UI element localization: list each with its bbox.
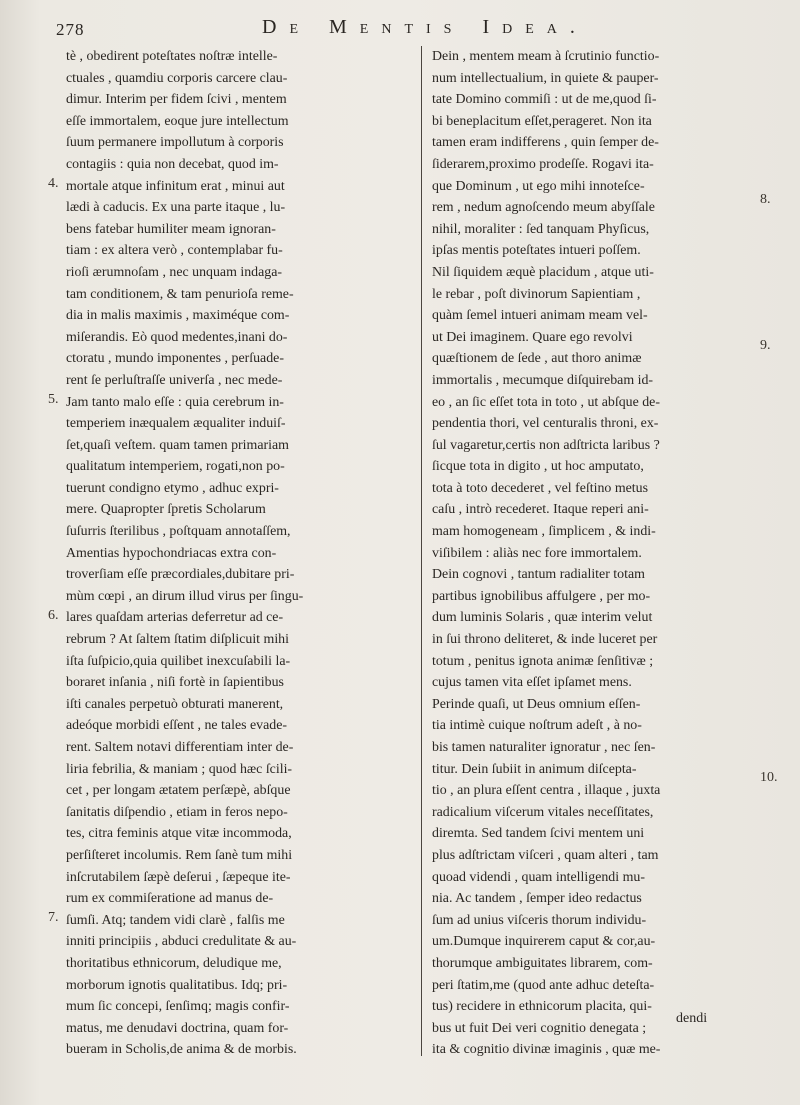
text-line: inſcrutabilem ſæpè deſerui , ſæpeque ite- bbox=[66, 869, 291, 885]
text-line: ipſas mentis poteſtates intueri poſſem. bbox=[432, 243, 641, 259]
text-line: matus, me denudavi doctrina, quam for- bbox=[66, 1020, 289, 1036]
text-line: que Dominum , ut ego mihi innoteſce- bbox=[432, 178, 645, 194]
text-line: tam conditionem, & tam penurioſa reme- bbox=[66, 286, 294, 302]
text-line: tio , an plura eſſent centra , illaque , juxta bbox=[432, 783, 661, 799]
text-line: nia. Ac tandem , ſemper ideo redactus bbox=[432, 891, 642, 907]
left-text-column bbox=[66, 46, 412, 1061]
text-line: qualitatum intemperiem, rogati,non po- bbox=[66, 459, 285, 475]
text-line: tamen eram indifferens , quin ſemper de- bbox=[432, 135, 659, 151]
text-line: perſiſteret incolumis. Rem ſanè tum mihi bbox=[66, 847, 293, 863]
text-line: adeóque morbidi eſſent , ne tales evade- bbox=[66, 718, 288, 734]
text-line: tia intimè cuique noſtrum adeſt , à no- bbox=[432, 718, 642, 734]
text-line: mum ſic concepi, ſenſimq; magis confir- bbox=[66, 999, 290, 1015]
text-line: bus ut fuit Dei veri cognitio denegata ; bbox=[432, 1020, 647, 1036]
text-line: bis tamen naturaliter ignoratur , nec ſen- bbox=[432, 740, 656, 755]
text-line: Dein , mentem meam à ſcrutinio functio- bbox=[432, 49, 660, 64]
text-line: ſumſi. Atq; tandem vidi clarè , falſis me bbox=[66, 912, 285, 928]
text-line: radicalium viſcerum vitales neceſſitates, bbox=[432, 804, 654, 820]
text-line: eſſe immortalem, eoque jure intellectum bbox=[66, 113, 289, 129]
text-line: tate Domino commiſi : ut de me,quod ſi- bbox=[432, 92, 657, 108]
text-line: thoritatibus ethnicorum, deludique me, bbox=[66, 955, 282, 971]
text-line: partibus ignobilibus affulgere , per mo- bbox=[432, 588, 651, 604]
text-line: dimur. Interim per fidem ſcivi , mentem bbox=[66, 92, 287, 108]
text-line: ſicque tota in digito , ut hoc amputato, bbox=[432, 459, 644, 475]
margin-number: 5. bbox=[48, 392, 59, 407]
text-line: cet , per longam ætatem perſæpè, abſque bbox=[66, 783, 291, 799]
text-line: thorumque ambiguitates librarem, com- bbox=[432, 955, 653, 971]
text-line: iſta ſuſpicio,quia quilibet inexcuſabili la- bbox=[66, 653, 291, 669]
text-line: rent ſe perluſtraſſe univerſa , nec mede- bbox=[66, 372, 283, 388]
text-line: mortale atque infinitum erat , minui aut bbox=[66, 178, 285, 194]
text-line: ctuales , quamdiu corporis carcere clau- bbox=[66, 70, 288, 86]
text-line: ſum ad unius viſceris thorum individu- bbox=[432, 912, 647, 928]
margin-number: 4. bbox=[48, 176, 59, 191]
text-line: morborum ignotis qualitatibus. Idq; pri- bbox=[66, 977, 288, 993]
text-line: diremta. Sed tandem ſcivi mentem uni bbox=[432, 826, 645, 842]
text-line: mùm cœpi , an dirum illud virus per ſingu- bbox=[66, 588, 304, 604]
page-header bbox=[0, 14, 800, 44]
text-line: in ſui throno deliteret, & inde luceret per bbox=[432, 632, 658, 648]
text-line: tuerunt condigno etymo , adhuc expri- bbox=[66, 480, 279, 496]
text-line: iſti canales perpetuò obturati manerent, bbox=[66, 696, 284, 712]
text-line: ut Dei imaginem. Quare ego revolvi bbox=[432, 329, 633, 345]
text-line: bueram in Scholis,de anima & de morbis. bbox=[66, 1042, 297, 1058]
text-line: um.Dumque inquirerem caput & cor,au- bbox=[432, 934, 656, 950]
text-line: ſet,quaſi veſtem. quam tamen primariam bbox=[66, 437, 289, 453]
text-line: Dein cognovi , tantum radialiter totam bbox=[432, 567, 645, 583]
margin-number: 6. bbox=[48, 608, 59, 623]
text-line: ſiderarem,proximo prodeſſe. Rogavi ita- bbox=[432, 156, 654, 172]
text-line: quæſtionem de ſede , aut thoro animæ bbox=[432, 351, 642, 367]
catchword: dendi bbox=[676, 1011, 708, 1026]
text-line: dia in malis maximis , maximéque com- bbox=[66, 308, 290, 324]
text-line: num intellectualium, in quiete & pauper- bbox=[432, 70, 659, 86]
text-line: eo , an ſic eſſet tota in toto , ut abſque de- bbox=[432, 394, 660, 410]
text-line: tes, citra feminis atque vitæ incommoda, bbox=[66, 826, 292, 842]
margin-number: 8. bbox=[760, 192, 771, 207]
text-line: tiam : ex altera verò , contemplabar fu- bbox=[66, 243, 283, 259]
text-line: cujus tamen vita eſſet ipſamet mens. bbox=[432, 675, 632, 691]
text-line: le rebar , poſt divinorum Sapientiam , bbox=[432, 286, 641, 302]
text-line: troverſiam eſſe præcordiales,dubitare pri- bbox=[66, 567, 295, 583]
text-line: ita & cognitio divinæ imaginis , quæ me- bbox=[432, 1042, 661, 1058]
text-line: tè , obedirent poteſtates noſtræ intelle- bbox=[66, 49, 278, 64]
text-line: ſuum permanere impollutum à corporis bbox=[66, 135, 284, 151]
text-line: Amentias hypochondriacas extra con- bbox=[66, 545, 277, 561]
text-line: lares quaſdam arterias deferretur ad ce- bbox=[66, 610, 284, 626]
text-line: bi beneplacitum eſſet,perageret. Non ita bbox=[432, 113, 652, 129]
text-line: immortalis , mecumque diſquirebam id- bbox=[432, 372, 654, 388]
text-line: Nil ſiquidem æquè placidum , atque uti- bbox=[432, 264, 654, 280]
margin-number: 9. bbox=[760, 338, 771, 353]
text-line: mam homogeneam , ſimplicem , & indi- bbox=[432, 524, 656, 540]
text-line: ctoratu , mundo imponentes , perſuade- bbox=[66, 351, 284, 367]
text-line: mere. Quapropter ſpretis Scholarum bbox=[66, 502, 266, 518]
column-divider bbox=[421, 46, 422, 1056]
text-line: bens fatebar humiliter meam ignoran- bbox=[66, 221, 276, 237]
text-line: temperiem inæqualem æqualiter induiſ- bbox=[66, 416, 286, 432]
page-number: 278 bbox=[56, 20, 85, 39]
margin-number: 10. bbox=[760, 770, 778, 785]
text-line: ſul vagaretur,certis non adſtricta laribus ? bbox=[432, 437, 660, 453]
text-line: Perinde quaſi, ut Deus omnium eſſen- bbox=[432, 696, 641, 712]
text-line: ſuſurris ſterilibus , poſtquam annotaſſem, bbox=[66, 524, 291, 540]
text-line: dum luminis Solaris , quæ interim velut bbox=[432, 610, 653, 626]
text-line: quàm ſemel intueri animam meam vel- bbox=[432, 308, 648, 324]
text-line: tota à toto decederet , vel feſtino metus bbox=[432, 480, 648, 496]
text-line: contagiis : quia non decebat, quod im- bbox=[66, 156, 279, 172]
text-line: miſerandis. Eò quod medentes,inani do- bbox=[66, 329, 288, 345]
text-line: rioſi ærumnoſam , nec unquam indaga- bbox=[66, 264, 283, 280]
text-line: plus adſtrictam viſceri , quam alteri , tam bbox=[432, 847, 659, 863]
text-line: quoad videndi , quam intelligendi mu- bbox=[432, 869, 645, 885]
text-line: inniti principiis , abduci credulitate & au- bbox=[66, 934, 297, 950]
text-line: ſanitatis diſpendio , etiam in feros nepo- bbox=[66, 804, 288, 820]
text-line: peri ſtatim,me (quod ante adhuc deteſta- bbox=[432, 977, 655, 993]
text-line: rebrum ? At ſaltem ſtatim diſplicuit mihi bbox=[66, 632, 289, 648]
text-line: boraret inſania , niſi fortè in ſapientibus bbox=[66, 675, 284, 691]
text-line: Jam tanto malo eſſe : quia cerebrum in- bbox=[66, 394, 284, 410]
text-line: caſu , intrò recederet. Itaque reperi ani- bbox=[432, 502, 649, 518]
right-text-column bbox=[432, 46, 750, 1061]
text-line: tus) recidere in ethnicorum placita, qui- bbox=[432, 999, 652, 1015]
text-line: pendentia thori, vel centuralis throni, ex- bbox=[432, 416, 659, 432]
text-line: rum ex commiſeratione ad manus de- bbox=[66, 891, 274, 907]
text-line: liria febrilia, & maniam ; quod hæc ſcili- bbox=[66, 761, 293, 777]
text-line: viſibilem : aliàs nec fore immortalem. bbox=[432, 545, 642, 561]
text-line: titur. Dein ſubiit in animum diſcepta- bbox=[432, 761, 637, 777]
text-line: totum , penitus ignota animæ ſenſitivæ ; bbox=[432, 653, 654, 669]
text-line: nihil, moraliter : ſed tanquam Phyſicus, bbox=[432, 221, 650, 237]
margin-number: 7. bbox=[48, 910, 59, 925]
text-line: lædi à caducis. Ex una parte itaque , lu- bbox=[66, 200, 286, 216]
text-line: rent. Saltem notavi differentiam inter de- bbox=[66, 740, 294, 755]
text-line: rem , nedum agnoſcendo meum abyſſale bbox=[432, 200, 655, 216]
running-title: De Menтis Idea. bbox=[262, 16, 588, 38]
